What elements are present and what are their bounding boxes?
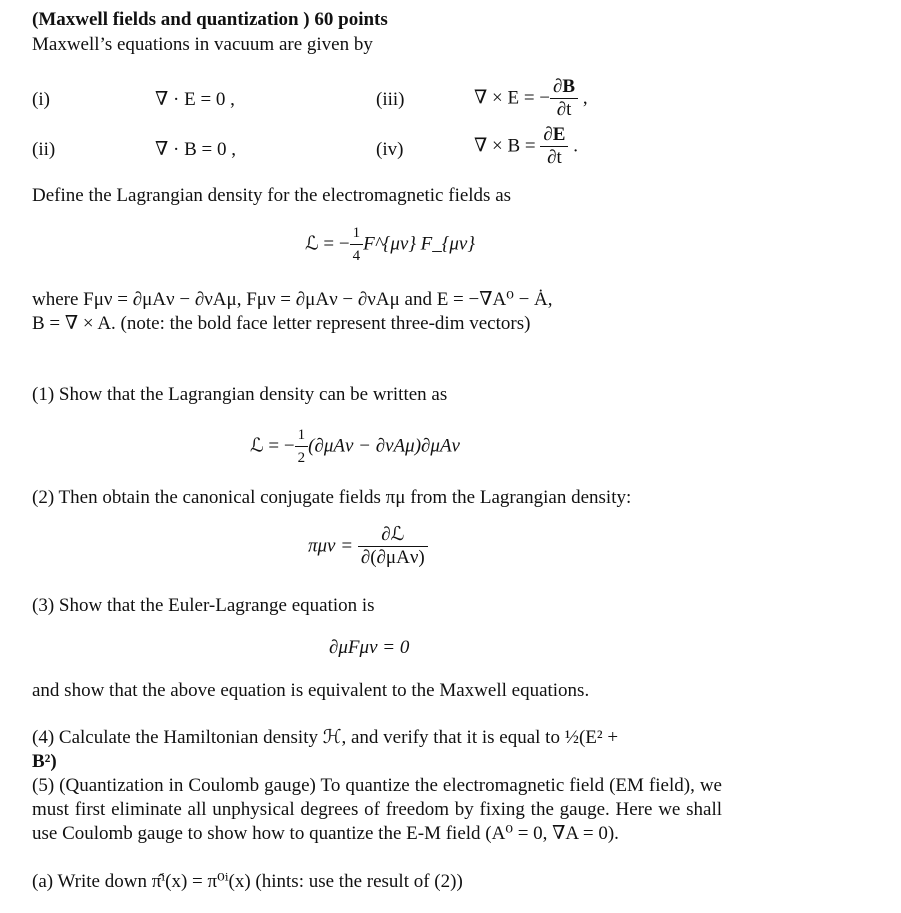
part-2-fraction [358,524,428,569]
eq-iii-tail: , [582,87,588,109]
equation-i: ∇ · E = 0 , [155,89,235,110]
equation-iv [474,124,578,169]
equation-ii: ∇ · B = 0 , [155,139,236,160]
part-2-text: (2) Then obtain the canonical conjugate fields πμ from the Lagrangian density: [32,487,632,508]
problem-title: (Maxwell fields and quantization ) 60 points [32,9,388,30]
lagrangian-frac-den: 4 [352,248,361,264]
part-1-frac-num: 1 [295,424,309,447]
part-4-line-1: (4) Calculate the Hamiltonian density ℋ, and verify that it is equal to ½(E² + [32,727,619,748]
eq-iv-tail: . [573,135,578,157]
part-5-paragraph: (5) (Quantization in Coulomb gauge) To quantize the electromagnetic field (EM field), we must first eliminate all unphysical degrees of freedom by fixing the gauge. Here we shall use Coulomb gauge to show how to quantize the E-M field (A⁰ = 0, ∇A = 0). [32,775,722,844]
label-iii: (iii) [376,89,405,110]
part-1-fraction [295,424,309,469]
part-1-rhs: (∂μAν − ∂νAμ)∂μAν [308,435,460,457]
eq-iv-numerator: ∂E [540,124,568,147]
eq-iii-lhs: ∇ × E = − [474,87,551,109]
lagrangian-fraction [350,222,364,267]
lagrangian-frac-num: 1 [350,222,364,245]
part-3-equation: ∂μFμν = 0 [329,637,410,658]
where-line-1: where Fμν = ∂μAν − ∂νAμ, Fμν = ∂μAν − ∂νAμ and E = −∇A⁰ − Ȧ, [32,289,553,310]
part-1-text: (1) Show that the Lagrangian density can be written as [32,384,448,405]
eq-iv-fraction [540,124,568,169]
part-3-after-text: and show that the above equation is equivalent to the Maxwell equations. [32,680,590,701]
part-2-equation [308,524,428,569]
part-1-frac-den: 2 [297,450,306,466]
label-ii: (ii) [32,139,56,160]
eq-iii-denominator: ∂t [556,99,572,120]
part-5a-text: (a) Write down π̂ⁱ(x) = π⁰ⁱ(x) (hints: use the result of (2)) [32,871,463,892]
part-3-text: (3) Show that the Euler-Lagrange equation is [32,595,375,616]
equation-iii [474,76,588,121]
label-iv: (iv) [376,139,404,160]
where-line-2: B = ∇ × A. (note: the bold face letter represent three-dim vectors) [32,313,531,334]
eq-iv-denominator: ∂t [547,147,562,168]
eq-iii-numerator: ∂B [550,76,578,99]
intro-text: Maxwell’s equations in vacuum are given by [32,34,373,55]
eq-iv-lhs: ∇ × B = [474,135,536,157]
lagrangian-equation [305,222,475,267]
part-4-line-2: B²) [32,751,57,772]
lagrangian-lhs: ℒ = − [305,233,350,255]
eq-iii-fraction [550,76,578,121]
lagrangian-define-text: Define the Lagrangian density for the electromagnetic fields as [32,185,512,206]
part-2-frac-den: ∂(∂μAν) [360,547,425,568]
part-2-frac-num: ∂ℒ [358,524,428,547]
part-1-lhs: ℒ = − [250,435,295,457]
part-2-lhs: πμν = [308,535,354,557]
label-i: (i) [32,89,50,110]
lagrangian-rhs: F^{μν} F_{μν} [363,233,475,255]
part-1-equation [250,424,460,469]
